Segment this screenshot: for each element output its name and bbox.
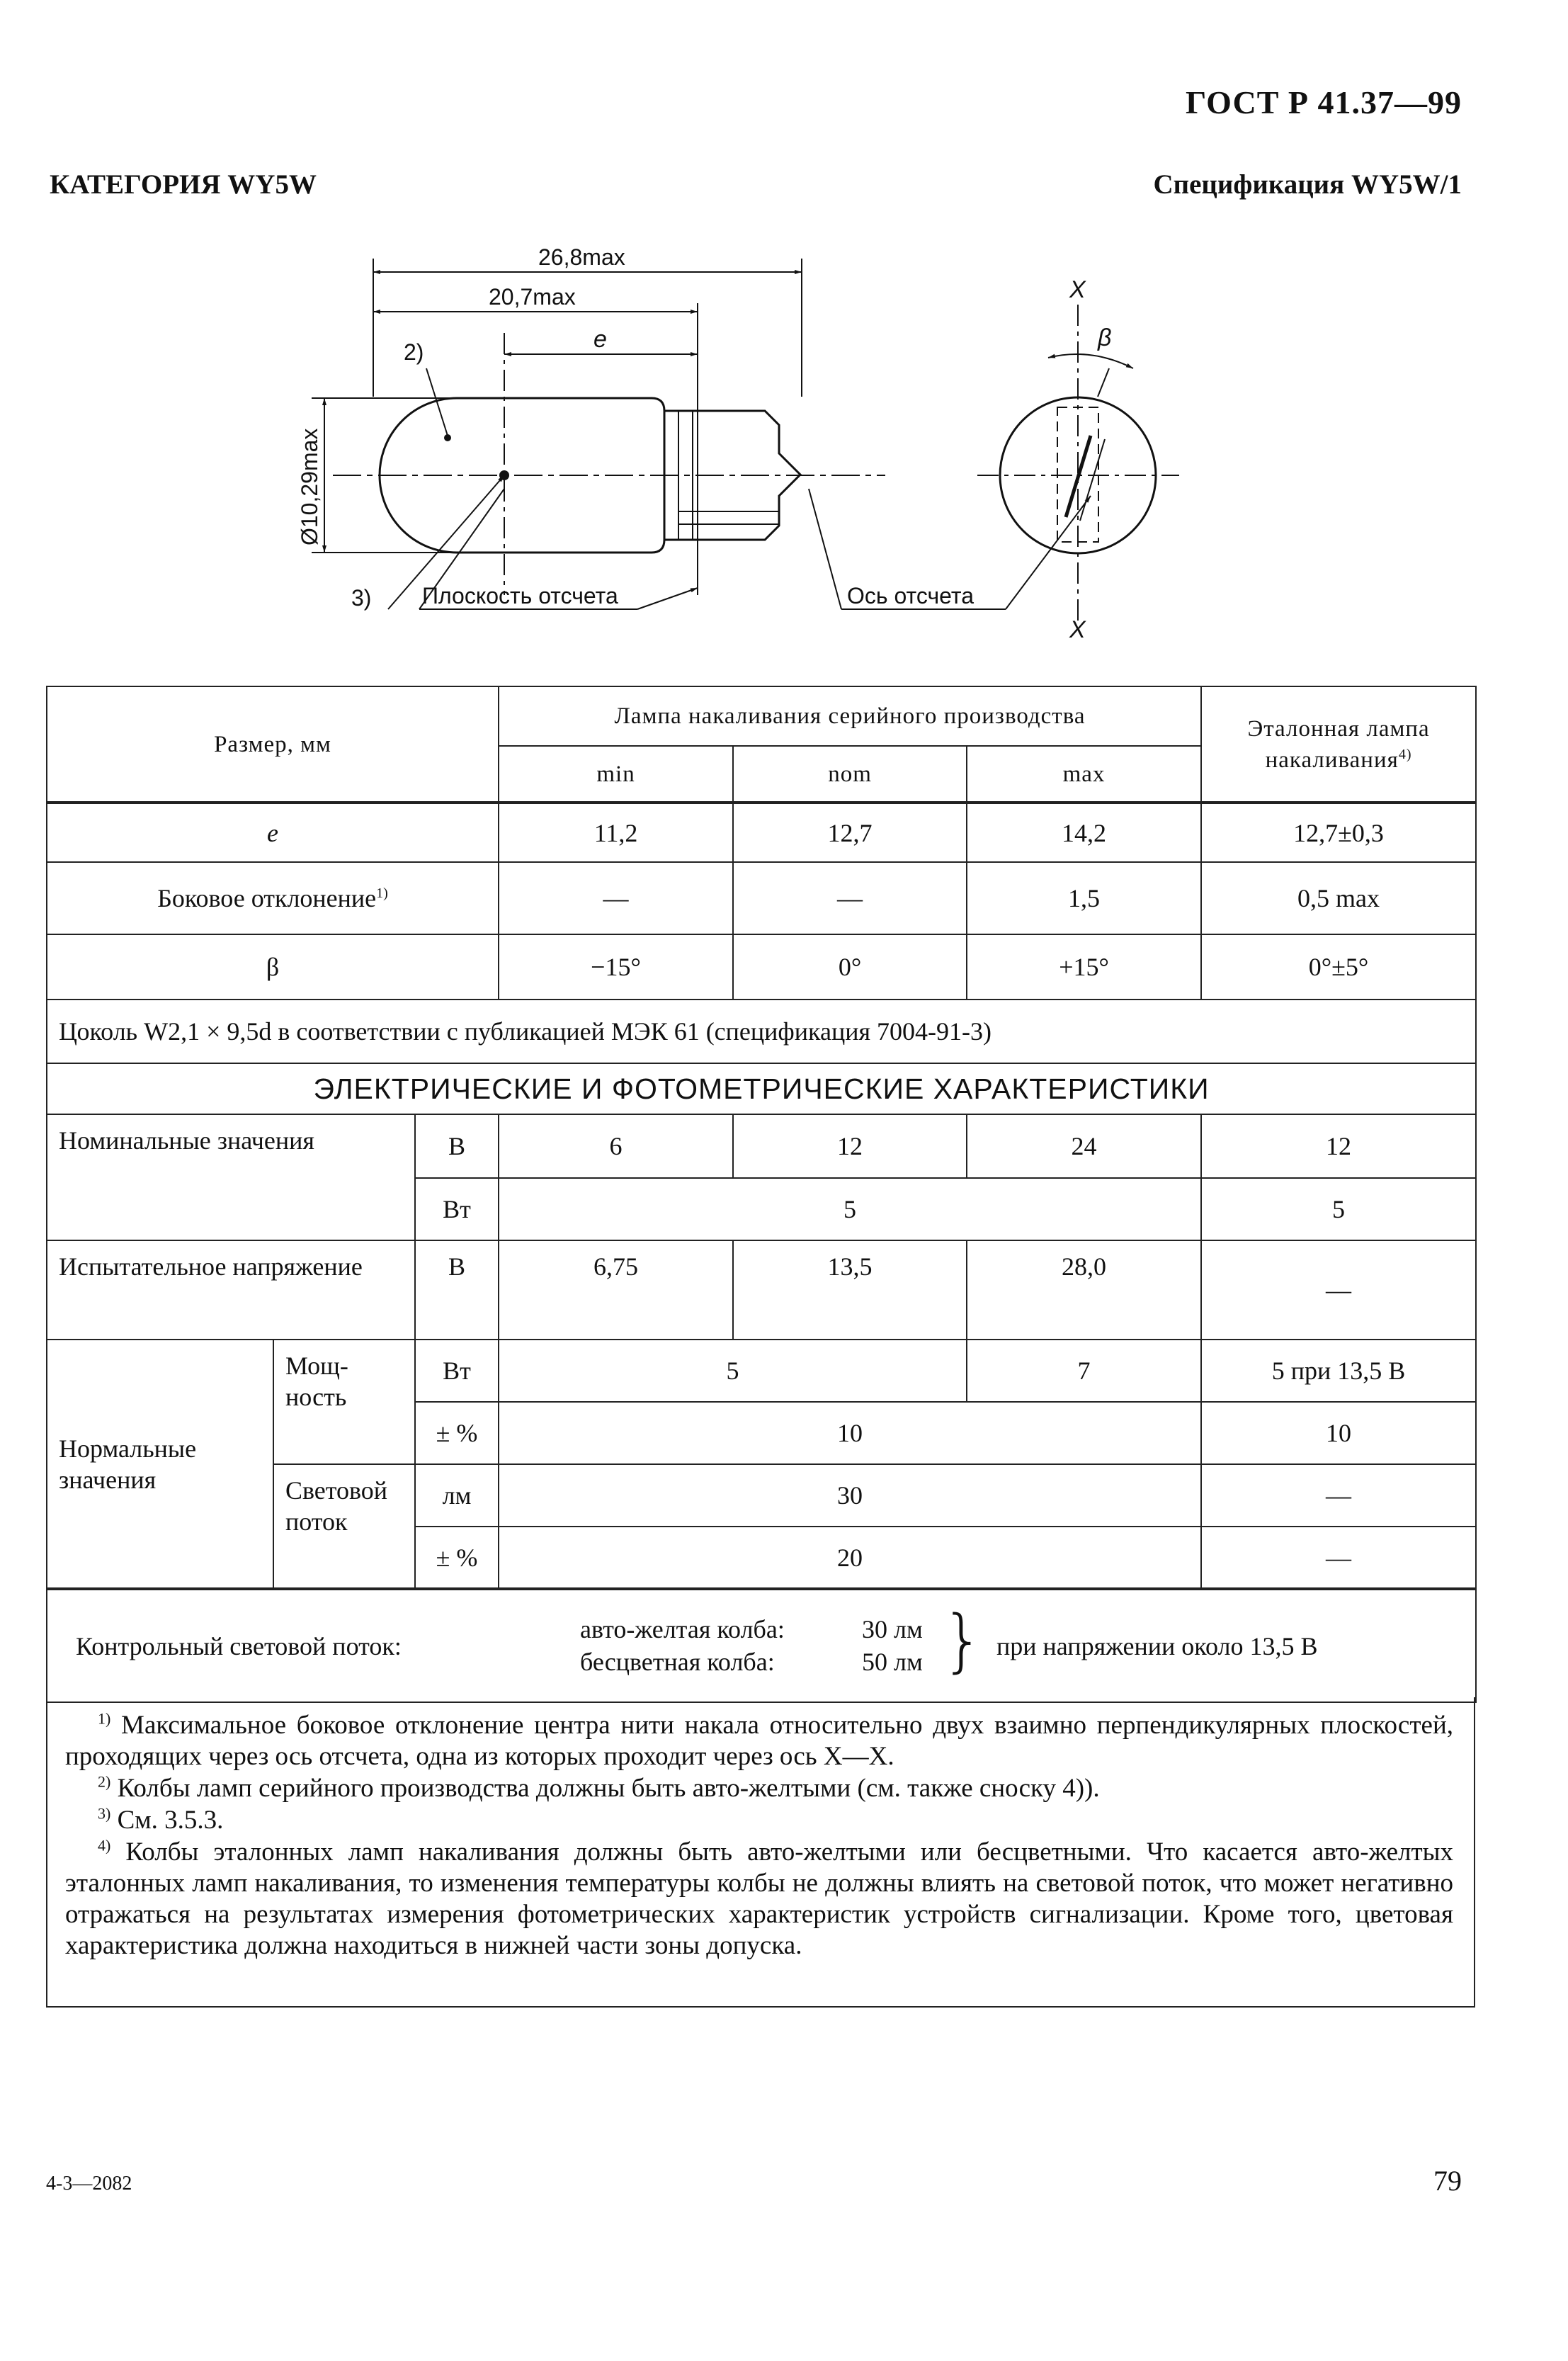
- reference-axis-label: Ось отсчета: [847, 583, 974, 608]
- flux-tol-serial: 20: [499, 1527, 1201, 1589]
- cell-etalon: 12,7±0,3: [1201, 803, 1476, 862]
- page-number: 79: [1433, 2165, 1462, 2197]
- normal-label: Нормальные значения: [47, 1340, 273, 1589]
- nominal-v-max: 24: [967, 1114, 1201, 1178]
- flux-tol-etalon: —: [1201, 1527, 1476, 1589]
- table-row: [47, 934, 1476, 1000]
- note-3-marker: 3): [351, 585, 372, 611]
- power-etalon: 5 при 13,5 В: [1201, 1340, 1476, 1402]
- axis-x-top-label: X: [1069, 276, 1086, 303]
- col-max: max: [967, 746, 1201, 803]
- nominal-w-etalon: 5: [1201, 1178, 1476, 1240]
- cell-min: −15°: [499, 934, 733, 1000]
- footnote-4: $^{4)}$ Колбы эталонных ламп накаливания должны быть авто-желтыми или бесцветными. Что касается авто-желтых эталонных ламп накаливания, то изменения температуры колбы не должны влиять на световой поток, что может негативно отражаться на результатах измерения фотометрических характеристик устройств сигнализации. Кроме того, цветовая характеристика должна находиться в нижней части зоны допуска.: [65, 1836, 1454, 1960]
- footnote-3: $^{3)}$ См. 3.5.3.: [98, 1804, 224, 1835]
- power-tol-etalon: 10: [1201, 1402, 1476, 1464]
- nominal-v-etalon: 12: [1201, 1114, 1476, 1178]
- nominal-unit-w: Вт: [415, 1178, 499, 1240]
- amber-bulb-label: авто-желтая колба:: [580, 1614, 785, 1643]
- nominal-label: Номинальные значения: [47, 1114, 415, 1240]
- control-flux-row: [47, 1589, 1476, 1702]
- flux-etalon: —: [1201, 1464, 1476, 1527]
- col-nom: nom: [733, 746, 967, 803]
- axis-x-bottom-label: X: [1069, 616, 1086, 643]
- etalon-header: Эталонная лампа накаливания$^{4)}$: [1201, 686, 1476, 803]
- amber-bulb-value: 30 лм: [862, 1614, 923, 1643]
- standard-number: ГОСТ Р 41.37—99: [1186, 84, 1462, 120]
- flux-label: Световой поток: [273, 1464, 415, 1589]
- category-title: КАТЕГОРИЯ WY5W: [50, 169, 317, 200]
- nominal-v-nom: 12: [733, 1114, 967, 1178]
- control-flux-label: Контрольный световой поток:: [76, 1631, 402, 1660]
- spec-table: [46, 686, 1477, 1703]
- power-label: Мощ- ность: [273, 1340, 415, 1464]
- reference-plane-label: Плоскость отсчета: [422, 583, 618, 608]
- electrical-header: ЭЛЕКТРИЧЕСКИЕ И ФОТОМЕТРИЧЕСКИЕ ХАРАКТЕРИСТИКИ: [47, 1063, 1476, 1114]
- power-tol-unit: ± %: [415, 1402, 499, 1464]
- power-max: 7: [967, 1340, 1201, 1402]
- table-row: [47, 803, 1476, 862]
- dim-overall-label: 26,8max: [538, 244, 625, 270]
- print-code: 4-3—2082: [46, 2173, 132, 2195]
- test-voltage-nom: 13,5: [733, 1240, 967, 1340]
- size-header: Размер, мм: [47, 686, 499, 803]
- cell-nom: 0°: [733, 934, 967, 1000]
- power-tol-serial: 10: [499, 1402, 1201, 1464]
- nominal-v-min: 6: [499, 1114, 733, 1178]
- cap-text: Цоколь W2,1 × 9,5d в соответствии с публикацией МЭК 61 (спецификация 7004-91-3): [47, 1000, 1476, 1063]
- brace-symbol: }: [941, 1600, 985, 1680]
- flux-unit: лм: [415, 1464, 499, 1527]
- flux-tol-unit: ± %: [415, 1527, 499, 1589]
- power-serial: 5: [499, 1340, 967, 1402]
- footnote-2: $^{2)}$ Колбы ламп серийного производства должны быть авто-желтыми (см. также сноску 4)).: [98, 1772, 1100, 1803]
- test-voltage-min: 6,75: [499, 1240, 733, 1340]
- cell-max: 14,2: [967, 803, 1201, 862]
- cell-nom: —: [733, 862, 967, 934]
- dim-bulb-label: 20,7max: [489, 284, 576, 310]
- cell-max: 1,5: [967, 862, 1201, 934]
- row-name: e: [47, 803, 499, 862]
- clear-bulb-label: бесцветная колба:: [580, 1647, 775, 1676]
- test-voltage-etalon: —: [1201, 1240, 1476, 1340]
- nominal-unit-v: В: [415, 1114, 499, 1178]
- footnotes: [65, 1710, 1453, 1962]
- cell-etalon: 0°±5°: [1201, 934, 1476, 1000]
- control-flux-condition: при напряжении около 13,5 В: [996, 1631, 1318, 1660]
- power-unit: Вт: [415, 1340, 499, 1402]
- cell-nom: 12,7: [733, 803, 967, 862]
- cell-etalon: 0,5 max: [1201, 862, 1476, 934]
- dim-diameter-label: Ø10,29max: [297, 428, 322, 545]
- cell-min: —: [499, 862, 733, 934]
- test-voltage-max: 28,0: [967, 1240, 1201, 1340]
- table-row: [47, 862, 1476, 934]
- row-name: Боковое отклонение$^{1)}$: [47, 862, 499, 934]
- flux-serial: 30: [499, 1464, 1201, 1527]
- serial-header: Лампа накаливания серийного производства: [499, 686, 1201, 746]
- cell-max: +15°: [967, 934, 1201, 1000]
- row-name: β: [47, 934, 499, 1000]
- clear-bulb-value: 50 лм: [862, 1647, 923, 1676]
- note-2-marker: 2): [404, 339, 424, 365]
- dim-e-label: e: [593, 326, 607, 353]
- footnote-1: $^{1)}$ Максимальное боковое отклонение центра нити накала относительно двух взаимно перпендикулярных плоскостей, проходящих через ось отсчета, одна из которых проходит через ось X—X.: [65, 1709, 1453, 1771]
- test-voltage-label: Испытательное напряжение: [47, 1240, 415, 1340]
- nominal-w-serial: 5: [499, 1178, 1201, 1240]
- col-min: min: [499, 746, 733, 803]
- test-voltage-unit: В: [415, 1240, 499, 1340]
- specification-title: Спецификация WY5W/1: [1153, 169, 1462, 200]
- lamp-drawing: [0, 0, 1568, 666]
- beta-label: β: [1098, 324, 1112, 351]
- cell-min: 11,2: [499, 803, 733, 862]
